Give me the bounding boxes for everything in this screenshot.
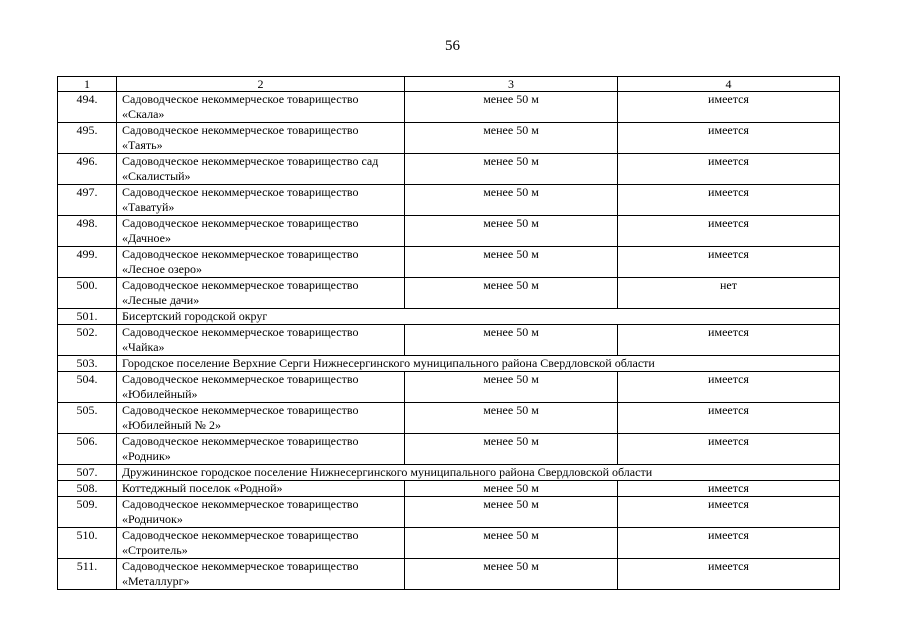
table-row [58,403,840,434]
row-number-cell: 501. [58,309,117,325]
availability-cell: имеется [618,216,840,247]
table-row [58,247,840,278]
distance-cell: менее 50 м [405,403,618,434]
row-number-cell: 499. [58,247,117,278]
name-cell: Садоводческое некоммерческое товарищество «Юбилейный» [117,372,405,403]
distance-cell: менее 50 м [405,92,618,123]
distance-cell: менее 50 м [405,497,618,528]
table-section-row [58,465,840,481]
table-row [58,497,840,528]
name-cell: Садоводческое некоммерческое товарищество «Металлург» [117,559,405,590]
row-number-cell: 498. [58,216,117,247]
availability-cell: имеется [618,403,840,434]
distance-cell: менее 50 м [405,216,618,247]
distance-cell: менее 50 м [405,325,618,356]
distance-cell: менее 50 м [405,123,618,154]
distance-cell: менее 50 м [405,247,618,278]
table-row [58,559,840,590]
distance-cell: менее 50 м [405,434,618,465]
row-number-cell: 496. [58,154,117,185]
table-row [58,216,840,247]
availability-cell: имеется [618,434,840,465]
row-number-cell: 503. [58,356,117,372]
distance-cell: менее 50 м [405,278,618,309]
name-cell: Садоводческое некоммерческое товарищество «Таять» [117,123,405,154]
table-section-row [58,309,840,325]
row-number-cell: 506. [58,434,117,465]
table-row [58,325,840,356]
page-number: 56 [445,38,460,54]
column-header-3: 3 [405,77,618,92]
name-cell: Садоводческое некоммерческое товарищество «Скала» [117,92,405,123]
row-number-cell: 500. [58,278,117,309]
table-row [58,481,840,497]
row-number-cell: 509. [58,497,117,528]
table-row [58,123,840,154]
table-section-row [58,356,840,372]
availability-cell: имеется [618,247,840,278]
availability-cell: имеется [618,497,840,528]
table-body [58,92,840,590]
name-cell: Садоводческое некоммерческое товарищество «Лесные дачи» [117,278,405,309]
data-table [57,76,840,590]
row-number-cell: 504. [58,372,117,403]
column-header-1: 1 [58,77,117,92]
section-title-cell: Дружининское городское поселение Нижнесергинского муниципального района Свердловской области [117,465,840,481]
name-cell: Садоводческое некоммерческое товарищество «Чайка» [117,325,405,356]
name-cell: Садоводческое некоммерческое товарищество «Строитель» [117,528,405,559]
row-number-cell: 508. [58,481,117,497]
row-number-cell: 507. [58,465,117,481]
availability-cell: имеется [618,154,840,185]
availability-cell: имеется [618,185,840,216]
name-cell: Садоводческое некоммерческое товарищество «Родничок» [117,497,405,528]
section-title-cell: Городское поселение Верхние Серги Нижнесергинского муниципального района Свердловской области [117,356,840,372]
column-header-2: 2 [117,77,405,92]
table-row [58,528,840,559]
row-number-cell: 494. [58,92,117,123]
row-number-cell: 502. [58,325,117,356]
distance-cell: менее 50 м [405,154,618,185]
name-cell: Садоводческое некоммерческое товарищество «Юбилейный № 2» [117,403,405,434]
name-cell: Садоводческое некоммерческое товарищество «Таватуй» [117,185,405,216]
distance-cell: менее 50 м [405,185,618,216]
row-number-cell: 495. [58,123,117,154]
row-number-cell: 510. [58,528,117,559]
name-cell: Садоводческое некоммерческое товарищество сад «Скалистый» [117,154,405,185]
distance-cell: менее 50 м [405,559,618,590]
table-row [58,278,840,309]
row-number-cell: 511. [58,559,117,590]
distance-cell: менее 50 м [405,481,618,497]
table-row [58,154,840,185]
availability-cell: имеется [618,481,840,497]
table-row [58,372,840,403]
distance-cell: менее 50 м [405,528,618,559]
availability-cell: имеется [618,123,840,154]
availability-cell: имеется [618,325,840,356]
availability-cell: нет [618,278,840,309]
table-row [58,185,840,216]
availability-cell: имеется [618,528,840,559]
section-title-cell: Бисертский городской округ [117,309,840,325]
column-header-4: 4 [618,77,840,92]
row-number-cell: 497. [58,185,117,216]
availability-cell: имеется [618,372,840,403]
row-number-cell: 505. [58,403,117,434]
table-header-row [58,77,840,92]
name-cell: Садоводческое некоммерческое товарищество «Родник» [117,434,405,465]
availability-cell: имеется [618,559,840,590]
name-cell: Садоводческое некоммерческое товарищество «Дачное» [117,216,405,247]
table-row [58,434,840,465]
distance-cell: менее 50 м [405,372,618,403]
name-cell: Коттеджный поселок «Родной» [117,481,405,497]
table-row [58,92,840,123]
availability-cell: имеется [618,92,840,123]
name-cell: Садоводческое некоммерческое товарищество «Лесное озеро» [117,247,405,278]
